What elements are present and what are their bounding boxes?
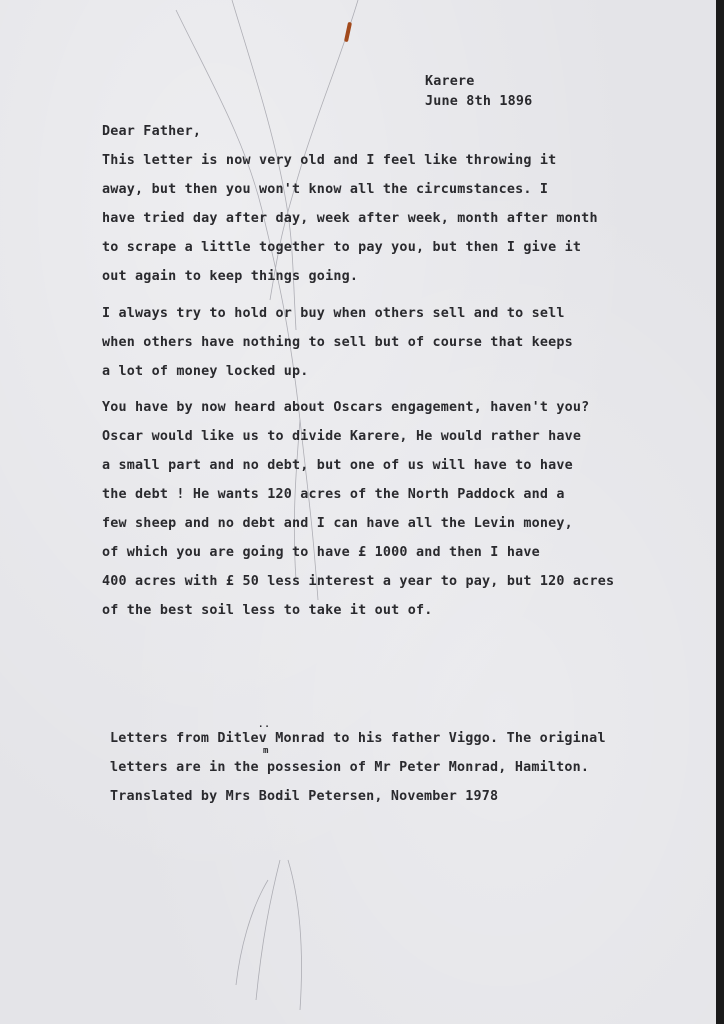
- body-line: I always try to hold or buy when others sell and to sell: [102, 306, 565, 321]
- rust-stain-mark: [344, 22, 352, 42]
- body-line: This letter is now very old and I feel like throwing it: [102, 153, 557, 168]
- note-line: Letters from Ditlev Monrad to his father Viggo. The original: [110, 731, 606, 746]
- body-line: to scrape a little together to pay you, but then I give it: [102, 240, 582, 255]
- body-line: a small part and no debt, but one of us will have to have: [102, 458, 573, 473]
- body-line: You have by now heard about Oscars engagement, haven't you?: [102, 400, 590, 415]
- body-line: have tried day after day, week after week, month after month: [102, 211, 598, 226]
- note-line: Translated by Mrs Bodil Petersen, November 1978: [110, 789, 499, 804]
- body-line: of the best soil less to take it out of.: [102, 603, 433, 618]
- body-line: the debt ! He wants 120 acres of the North Paddock and a: [102, 487, 565, 502]
- body-line: 400 acres with £ 50 less interest a year to pay, but 120 acres: [102, 574, 615, 589]
- letter-date: June 8th 1896: [425, 94, 533, 109]
- letter-salutation: Dear Father,: [102, 124, 202, 139]
- body-line: of which you are going to have £ 1000 and then I have: [102, 545, 540, 560]
- letter-place: Karere: [425, 74, 475, 89]
- accent-mark: ..: [258, 720, 271, 730]
- body-line: Oscar would like us to divide Karere, He would rather have: [102, 429, 582, 444]
- scan-edge-border: [716, 0, 724, 1024]
- body-line: few sheep and no debt and I can have all the Levin money,: [102, 516, 573, 531]
- body-line: out again to keep things going.: [102, 269, 359, 284]
- note-line: letters are in the possesion of Mr Peter Monrad, Hamilton.: [110, 760, 590, 775]
- correction-mark: m: [263, 746, 269, 756]
- body-line: away, but then you won't know all the circumstances. I: [102, 182, 549, 197]
- body-line: when others have nothing to sell but of course that keeps: [102, 335, 573, 350]
- body-line: a lot of money locked up.: [102, 364, 309, 379]
